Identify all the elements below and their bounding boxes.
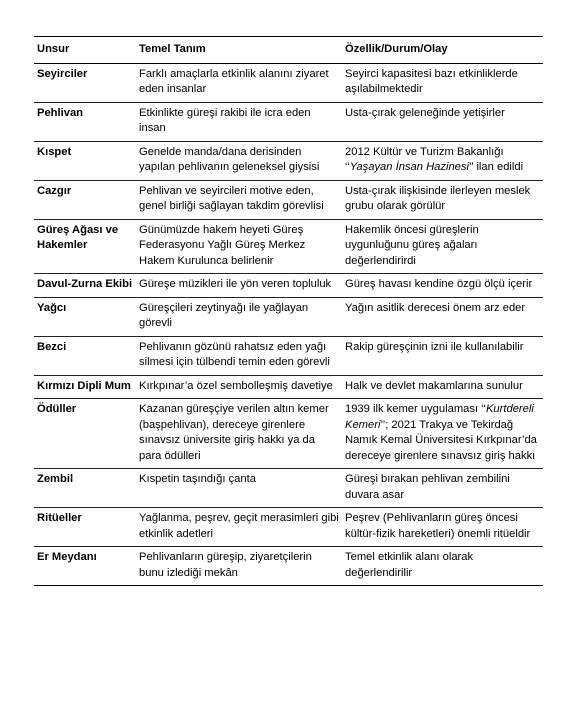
table-row bbox=[34, 547, 543, 586]
cell-unsur: Bezci bbox=[34, 336, 136, 375]
cell-unsur: Seyirciler bbox=[34, 63, 136, 102]
header-temel-tanim: Temel Tanım bbox=[136, 37, 342, 64]
cell-ozellik: Güreşi bırakan pehlivan zembilini duvara asar bbox=[342, 469, 543, 508]
unsur-table bbox=[34, 36, 543, 586]
table-row bbox=[34, 375, 543, 399]
cell-unsur: Yağcı bbox=[34, 297, 136, 336]
cell-ozellik: Usta-çırak ilişkisinde ilerleyen meslek grubu olarak görülür bbox=[342, 180, 543, 219]
cell-ozellik: Usta-çırak geleneğinde yetişirler bbox=[342, 102, 543, 141]
cell-ozellik: Temel etkinlik alanı olarak değerlendirilir bbox=[342, 547, 543, 586]
cell-ozellik: Rakip güreşçinin izni ile kullanılabilir bbox=[342, 336, 543, 375]
cell-tanim: Pehlivan ve seyircileri motive eden, genel birliği sağlayan takdim görevlisi bbox=[136, 180, 342, 219]
table-row bbox=[34, 63, 543, 102]
cell-tanim: Farklı amaçlarla etkinlik alanını ziyaret eden insanlar bbox=[136, 63, 342, 102]
ozellik-text-pre: 2012 Kültür ve Turizm Bakanlığı ‘‘ bbox=[345, 145, 504, 173]
header-ozellik: Özellik/Durum/Olay bbox=[342, 37, 543, 64]
cell-ozellik: Hakemlik öncesi güreşlerin uygunluğunu güreş ağaları değerlendirirdi bbox=[342, 219, 543, 274]
table-body bbox=[34, 63, 543, 586]
cell-unsur: Cazgır bbox=[34, 180, 136, 219]
cell-unsur: Kırmızı Dipli Mum bbox=[34, 375, 136, 399]
ozellik-italic-title: Kurtdereli Kemeri bbox=[345, 403, 534, 431]
table-row bbox=[34, 508, 543, 547]
cell-ozellik bbox=[342, 399, 543, 469]
cell-unsur: Ritüeller bbox=[34, 508, 136, 547]
cell-tanim: Etkinlikte güreşi rakibi ile icra eden insan bbox=[136, 102, 342, 141]
ozellik-text-post: ’’ ilan edildi bbox=[468, 161, 524, 173]
table-row bbox=[34, 297, 543, 336]
table-row bbox=[34, 274, 543, 298]
ozellik-italic-title: Yaşayan İnsan Hazinesi bbox=[349, 161, 469, 173]
cell-unsur: Davul-Zurna Ekibi bbox=[34, 274, 136, 298]
table-row bbox=[34, 180, 543, 219]
table-header bbox=[34, 37, 543, 64]
ozellik-text-pre: 1939 ilk kemer uygulaması ‘‘ bbox=[345, 403, 486, 415]
table-row bbox=[34, 102, 543, 141]
cell-ozellik: Yağın asitlik derecesi önem arz eder bbox=[342, 297, 543, 336]
cell-unsur: Kıspet bbox=[34, 141, 136, 180]
cell-tanim: Pehlivanların güreşip, ziyaretçilerin bunu izlediği mekân bbox=[136, 547, 342, 586]
table-row bbox=[34, 336, 543, 375]
table-row bbox=[34, 469, 543, 508]
cell-ozellik: Peşrev (Pehlivanların güreş öncesi kültür-fizik hareketleri) önemli ritüeldir bbox=[342, 508, 543, 547]
table-row bbox=[34, 219, 543, 274]
table-row bbox=[34, 399, 543, 469]
table-row bbox=[34, 141, 543, 180]
cell-ozellik: Güreş havası kendine özgü ölçü içerir bbox=[342, 274, 543, 298]
cell-ozellik: Halk ve devlet makamlarına sunulur bbox=[342, 375, 543, 399]
cell-unsur: Zembil bbox=[34, 469, 136, 508]
cell-ozellik bbox=[342, 141, 543, 180]
cell-tanim: Güreşçileri zeytinyağı ile yağlayan görevli bbox=[136, 297, 342, 336]
cell-tanim: Günümüzde hakem heyeti Güreş Federasyonu Yağlı Güreş Merkez Hakem Kurulunca belirlenir bbox=[136, 219, 342, 274]
cell-tanim: Genelde manda/dana derisinden yapılan pehlivanın geleneksel giysisi bbox=[136, 141, 342, 180]
cell-tanim: Güreşe müzikleri ile yön veren topluluk bbox=[136, 274, 342, 298]
cell-tanim: Pehlivanın gözünü rahatsız eden yağı silmesi için tülbendi temin eden görevli bbox=[136, 336, 342, 375]
header-row bbox=[34, 37, 543, 64]
cell-unsur: Güreş Ağası ve Hakemler bbox=[34, 219, 136, 274]
cell-unsur: Ödüller bbox=[34, 399, 136, 469]
cell-tanim: Kıspetin taşındığı çanta bbox=[136, 469, 342, 508]
header-unsur: Unsur bbox=[34, 37, 136, 64]
ozellik-text-post: ’’; 2021 Trakya ve Tekirdağ Namık Kemal Üniversitesi Kırkpınar’da dereceye girenlere sınavsız giriş hakkı bbox=[345, 418, 537, 462]
cell-tanim: Kırkpınar’a özel sembolleşmiş davetiye bbox=[136, 375, 342, 399]
cell-ozellik: Seyirci kapasitesi bazı etkinliklerde aşılabilmektedir bbox=[342, 63, 543, 102]
cell-tanim: Kazanan güreşçiye verilen altın kemer (başpehlivan), dereceye girenlere sınavsız üniversite giriş hakkı ya da para ödülleri bbox=[136, 399, 342, 469]
cell-tanim: Yağlanma, peşrev, geçit merasimleri gibi etkinlik adetleri bbox=[136, 508, 342, 547]
cell-unsur: Er Meydanı bbox=[34, 547, 136, 586]
cell-unsur: Pehlivan bbox=[34, 102, 136, 141]
